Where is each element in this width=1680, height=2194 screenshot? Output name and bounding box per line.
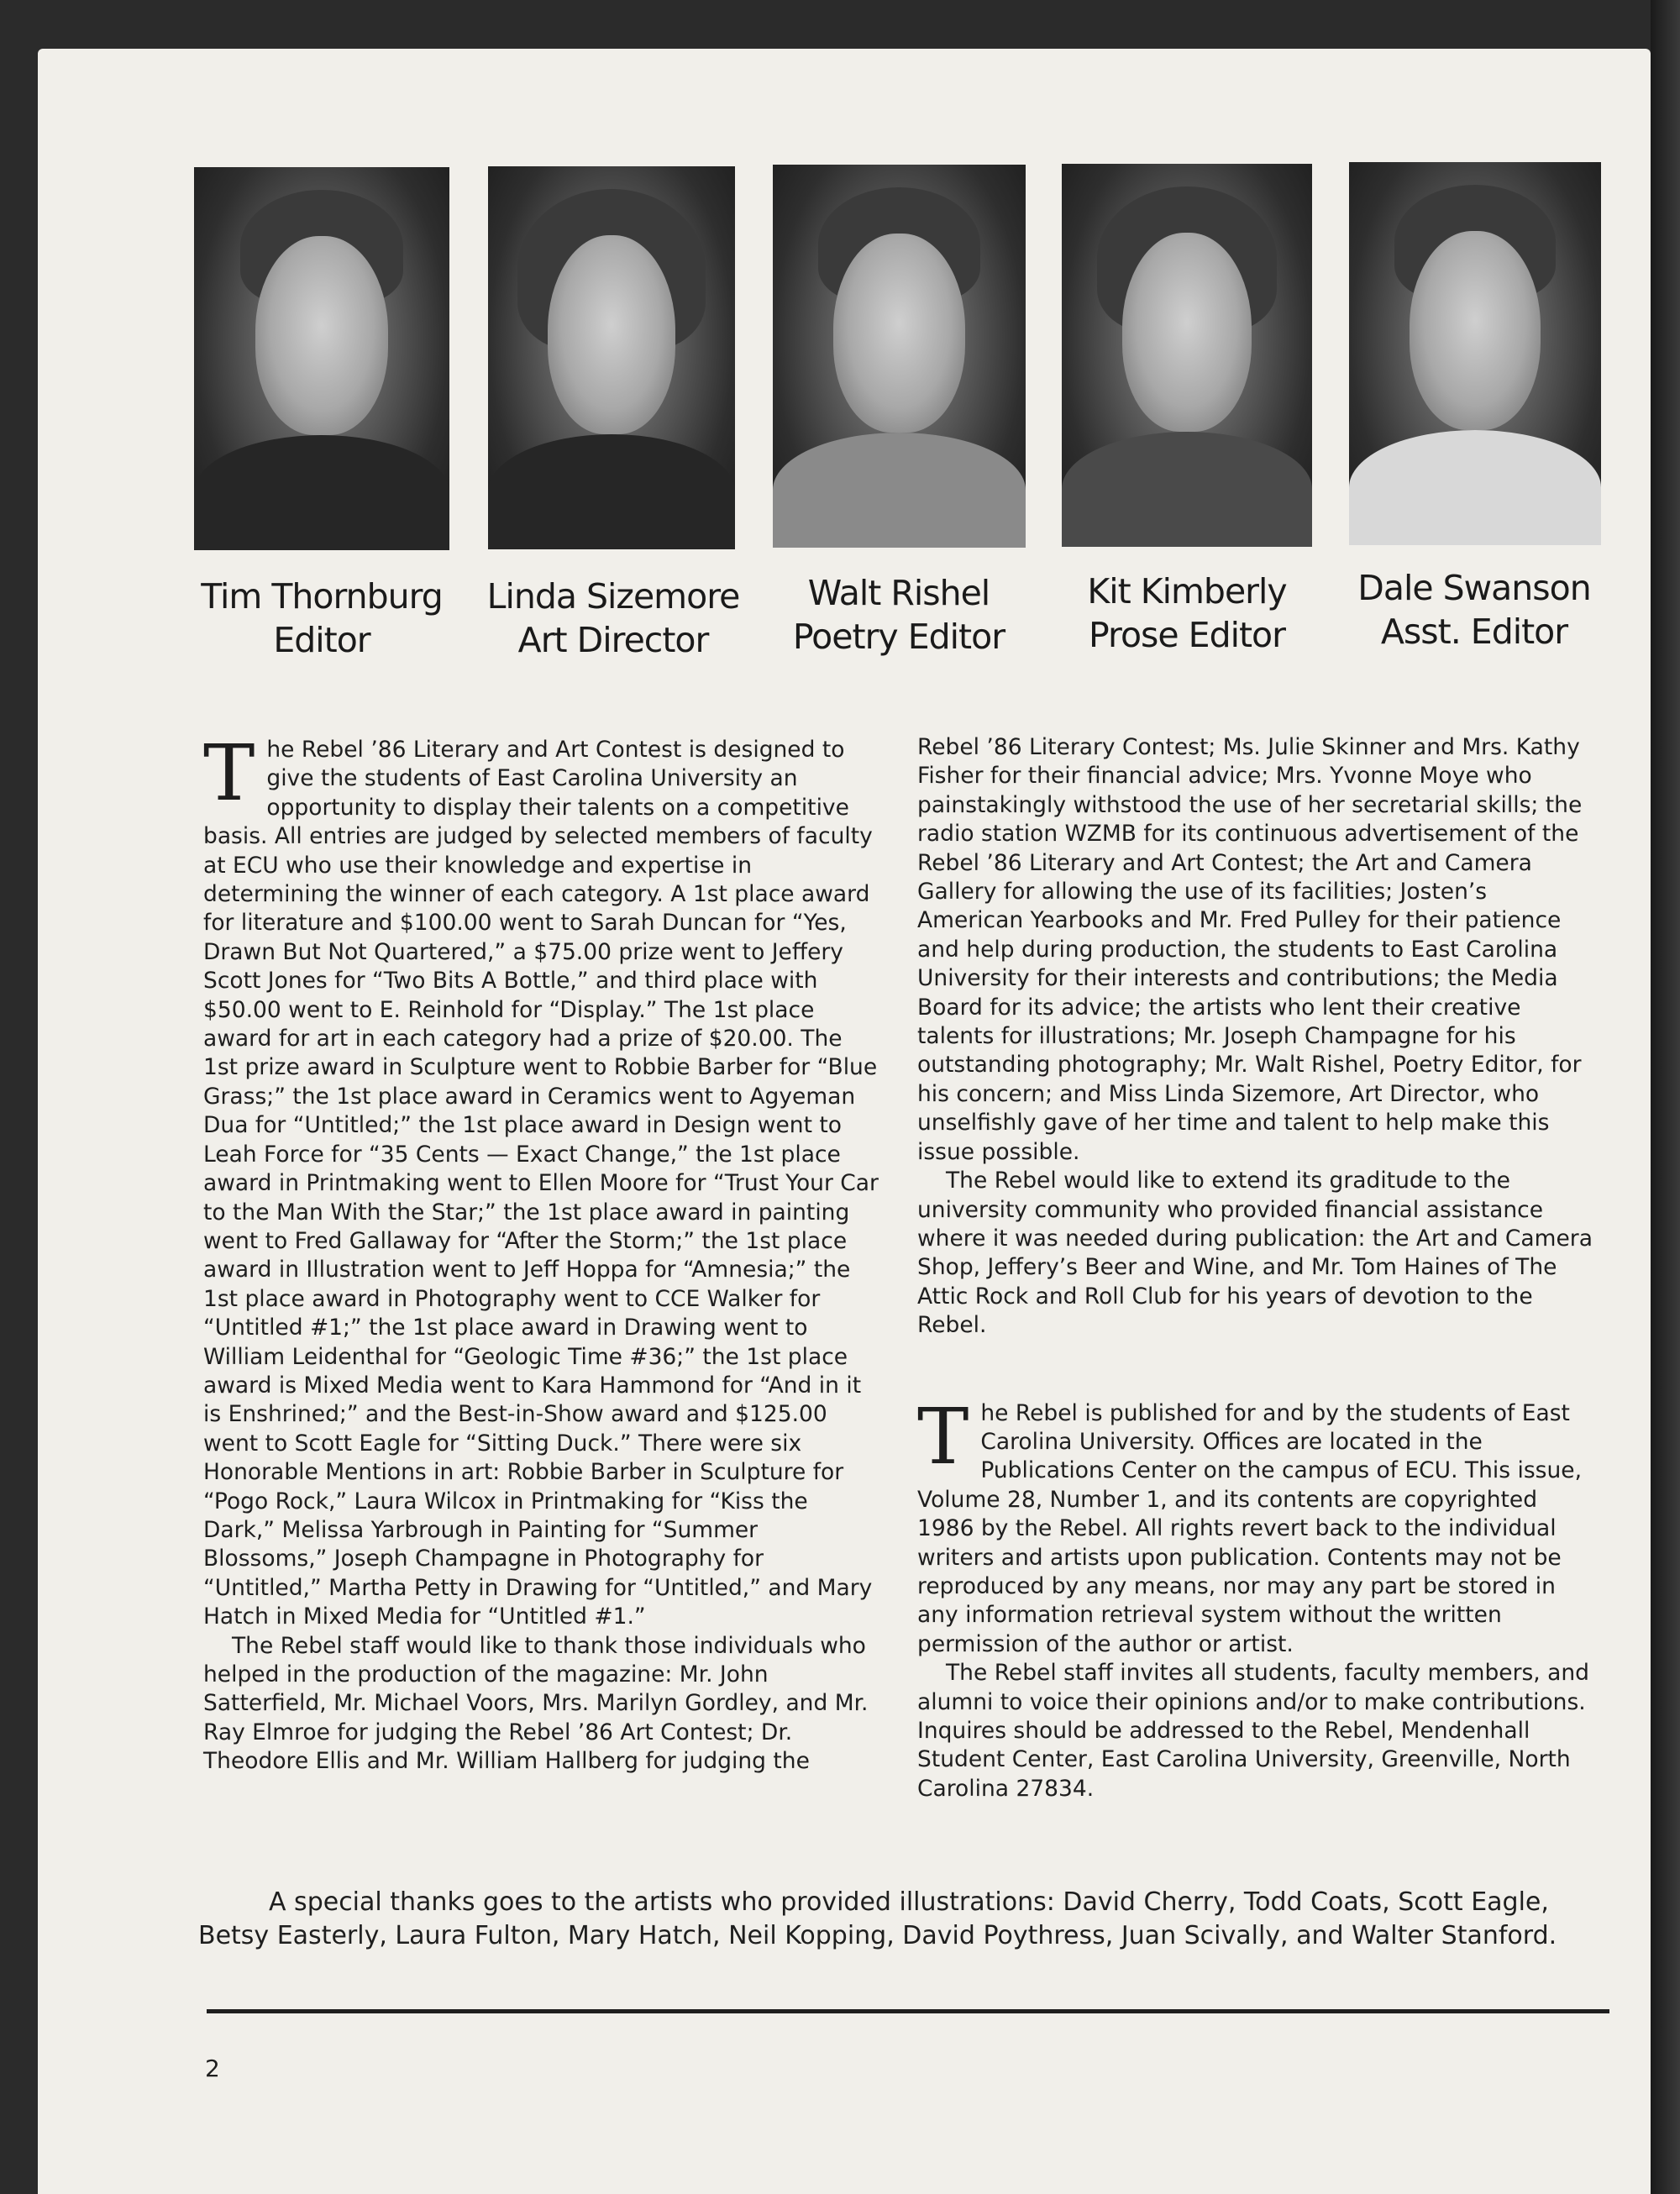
right-column bbox=[917, 733, 1598, 1803]
staff-role: Art Director bbox=[517, 620, 709, 660]
staff-caption-3 bbox=[769, 571, 1029, 659]
page-number: 2 bbox=[205, 2055, 220, 2082]
thanks-continued: Rebel ’86 Literary Contest; Ms. Julie Skinner and Mrs. Kathy Fisher for their financial advice; Mrs. Yvonne Moye who painstakingly withstood the use of her secretarial skills; the radio station WZMB for its continuous advertisement of the Rebel ’86 Literary and Art Contest; the Art and Camera Gallery for allowing the use of its facilities; Josten’s American Yearbooks and Mr. Fred Pulley for their patience and help during production, the students to East Carolina University for their interests and contributions; the Media Board for its advice; the artists who lent their creative talents for illustrations; Mr. Joseph Champagne for his outstanding photography; Mr. Walt Rishel, Poetry Editor, for his concern; and Miss Linda Sizemore, Art Director, who unselfishly gave of her time and talent to help make this issue possible. bbox=[917, 734, 1583, 1165]
staff-role: Editor bbox=[273, 620, 370, 660]
staff-photo-4 bbox=[1062, 164, 1312, 547]
left-column bbox=[203, 728, 882, 1777]
special-thanks-text: A special thanks goes to the artists who provided illustrations: David Cherry, Todd Coats, Scott Eagle, Betsy Easterly, Laura Fulton, Mary Hatch, Neil Kopping, David Poythress, Juan Scivally, and Walter Stanford. bbox=[198, 1887, 1557, 1950]
staff-name: Linda Sizemore bbox=[486, 576, 740, 617]
staff-name: Walt Rishel bbox=[807, 573, 990, 613]
intro-paragraph bbox=[203, 728, 882, 1632]
contest-text: he Rebel ’86 Literary and Art Contest is designed to give the students of East Carolina University an opportunity to display their talents on a competitive basis. All entries are judged by selected members of faculty at ECU who use their knowledge and expertise in determining the winner of each category. A 1st place award for literature and $100.00 went to Sarah Duncan for “Yes, Drawn But Not Quartered,” a $75.00 prize went to Jeffery Scott Jones for “Two Bits A Bottle,” and third place with $50.00 went to E. Reinhold for “Display.” The 1st place award for art in each category had a prize of $20.00. The 1st prize award in Sculpture went to Robbie Barber for “Blue Grass;” the 1st place award in Ceramics went to Agyeman Dua for “Untitled;” the 1st place award in Design went to Leah Force for “35 Cents — Exact Change,” the 1st place award in Printmaking went to Ellen Moore for “Trust Your Car to the Man With the Star;” the 1st place award in painting went to Fred Gallaway for “After the Storm;” the 1st place award in Illustration went to Jeff Hoppa for “Amnesia;” the 1st place award in Photography went to CCE Walker for “Untitled #1;” the 1st place award in Drawing went to William Leidenthal for “Geologic Time #36;” the 1st place award is Mixed Media went to Kara Hammond for “And in it is Enshrined;” and the Best-in-Show award and $125.00 went to Scott Eagle for “Sitting Duck.” There were six Honorable Mentions in art: Robbie Barber in Sculpture for “Pogo Rock,” Laura Wilcox in Printmaking for “Kiss the Dark,” Melissa Yarbrough in Painting for “Summer Blossoms,” Joseph Champagne in Photography for “Untitled,” Martha Petty in Drawing for “Untitled,” and Mary Hatch in Mixed Media for “Untitled #1.” bbox=[203, 737, 879, 1630]
staff-role: Poetry Editor bbox=[792, 617, 1005, 657]
gratitude-paragraph: The Rebel would like to extend its graditude to the university community who provided financial assistance where it was needed during publication: the Art and Camera Shop, Jeffery’s Beer and Wine, and Mr. Tom Haines of The Attic Rock and Roll Club for his years of devotion to the Rebel. bbox=[917, 1168, 1593, 1339]
staff-photo-1 bbox=[194, 167, 449, 550]
contact-paragraph: The Rebel staff invites all students, faculty members, and alumni to voice their opinions and/or to make contributions. Inquires should be addressed to the Rebel, Mendenhall Student Center, East Carolina University, Greenville, North Carolina 27834. bbox=[917, 1660, 1589, 1802]
publication-text: he Rebel is published for and by the students of East Carolina University. Offices are located in the Publications Center on the campus of ECU. This issue, Volume 28, Number 1, and its contents are copyrighted 1986 by the Rebel. All rights revert back to the individual writers and artists upon publication. Contents may not be reproduced by any means, nor may any part be stored in any information retrieval system without the written permission of the author or artist. bbox=[917, 1399, 1582, 1657]
staff-name: Dale Swanson bbox=[1357, 568, 1591, 608]
special-thanks bbox=[198, 1886, 1618, 1953]
staff-photo-3 bbox=[773, 165, 1026, 548]
staff-name: Tim Thornburg bbox=[201, 576, 443, 617]
staff-caption-2 bbox=[475, 575, 752, 662]
staff-name: Kit Kimberly bbox=[1087, 571, 1287, 611]
staff-photo-2 bbox=[488, 166, 735, 549]
staff-role: Prose Editor bbox=[1089, 615, 1285, 655]
staff-photo-5 bbox=[1349, 162, 1601, 545]
drop-cap: T bbox=[203, 728, 255, 818]
horizontal-rule bbox=[207, 2009, 1609, 2013]
staff-caption-4 bbox=[1057, 569, 1317, 657]
drop-cap: T bbox=[917, 1391, 969, 1482]
staff-caption-5 bbox=[1336, 566, 1613, 653]
staff-role: Asst. Editor bbox=[1380, 611, 1568, 652]
staff-caption-1 bbox=[194, 575, 449, 662]
page-edge-shadow bbox=[1651, 0, 1680, 2194]
thanks-paragraph: The Rebel staff would like to thank those individuals who helped in the production of the magazine: Mr. John Satterfield, Mr. Michael Voors, Mrs. Marilyn Gordley, and Mr. Ray Elmroe for judging the Rebel ’86 Art Contest; Dr. Theodore Ellis and Mr. William Hallberg for judging the bbox=[203, 1632, 869, 1775]
publication-paragraph bbox=[917, 1391, 1598, 1660]
